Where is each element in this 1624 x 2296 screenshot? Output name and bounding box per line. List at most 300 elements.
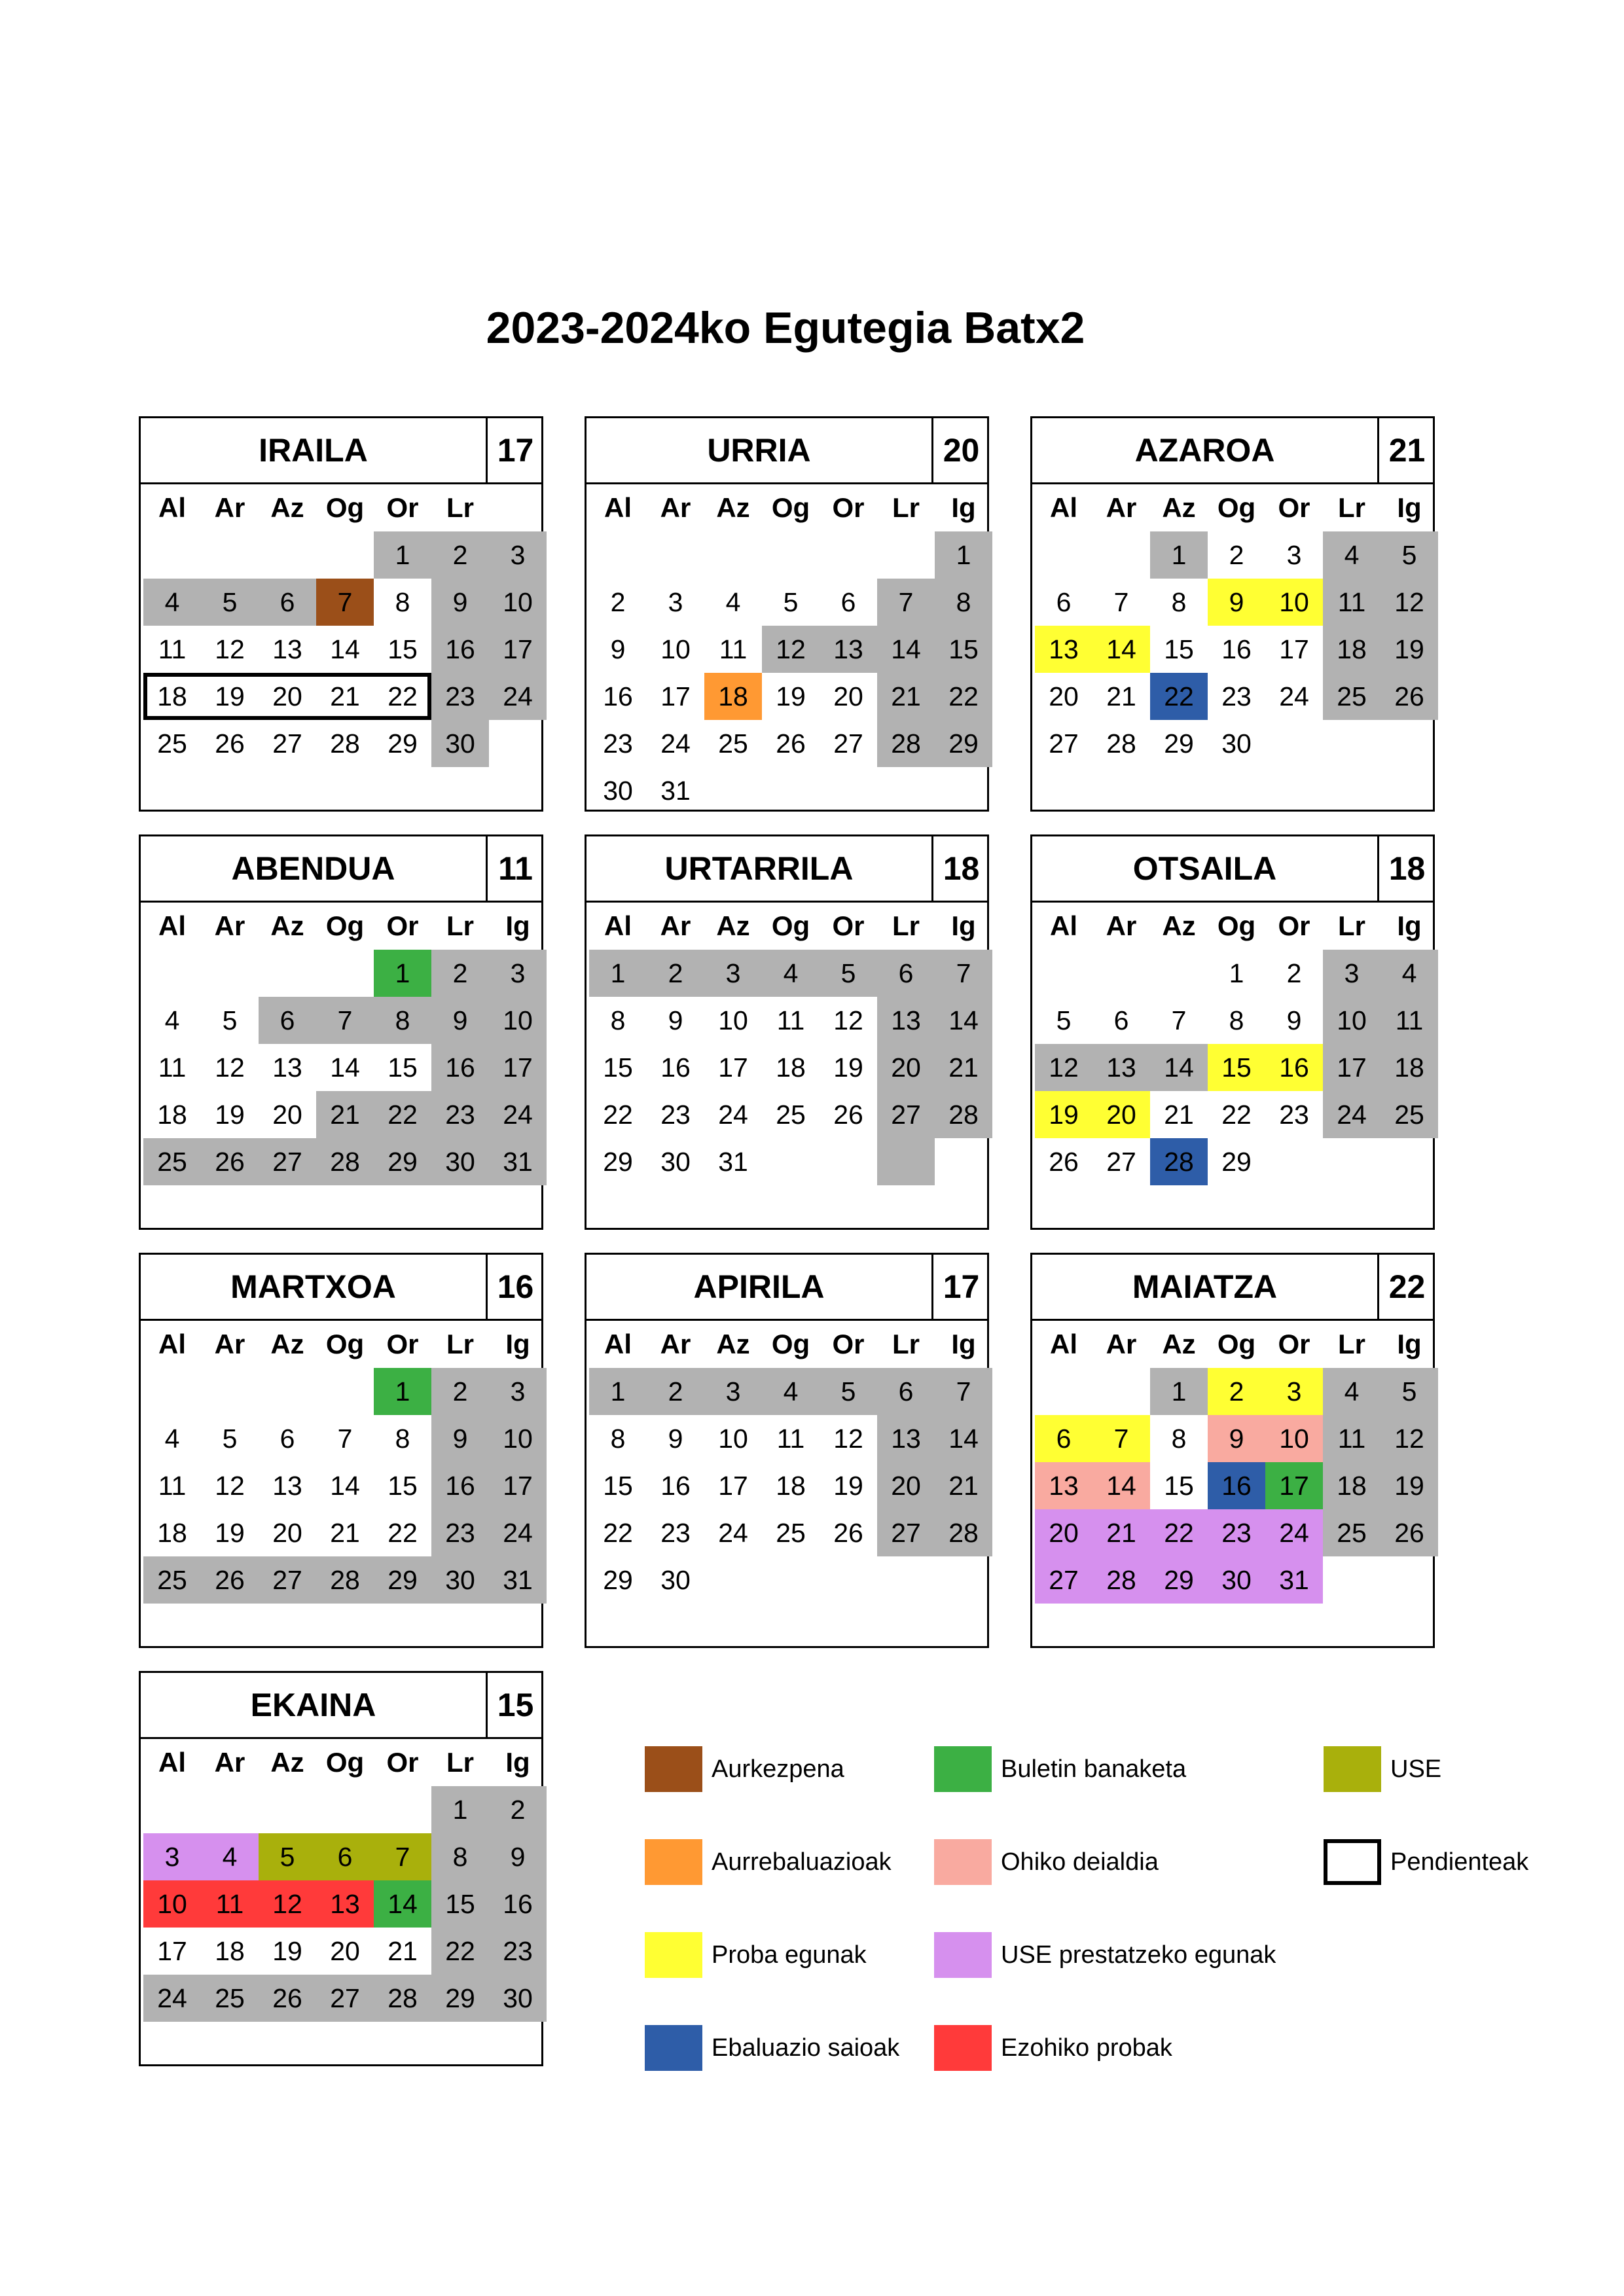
weekday-label: Og	[1217, 910, 1256, 941]
day-cell: 20	[272, 681, 302, 711]
day-cell: 15	[1208, 1044, 1265, 1091]
weekday-label: Og	[325, 1747, 365, 1778]
day-cell: 14	[1092, 626, 1150, 673]
month-header	[1032, 1255, 1433, 1321]
day-cell: 26	[1380, 673, 1438, 720]
day-cell: 6	[259, 579, 316, 626]
day-cell: 22	[603, 1518, 633, 1548]
weekday-label: Ar	[1106, 910, 1137, 941]
legend-label-aurrebaluazioak: Aurrebaluazioak	[712, 1848, 892, 1876]
pending-outline	[143, 673, 431, 720]
day-cell: 27	[316, 1975, 374, 2022]
day-cell: 27	[1106, 1147, 1136, 1177]
month-iraila	[139, 416, 543, 812]
day-cell: 4	[164, 1424, 180, 1454]
day-cell: 19	[215, 1100, 245, 1130]
day-cell	[762, 531, 820, 579]
day-cell: 22	[374, 1091, 431, 1138]
day-cell	[316, 531, 374, 579]
day-cell: 11	[1380, 997, 1438, 1044]
day-cell: 9	[1286, 1005, 1302, 1035]
day-cell: 17	[489, 1044, 547, 1091]
weekday-label: Ig	[505, 910, 530, 941]
day-cell	[589, 531, 647, 579]
day-cell: 9	[431, 997, 489, 1044]
day-cell: 17	[1265, 1462, 1323, 1509]
day-cell	[1323, 1138, 1380, 1185]
day-cell: 13	[877, 1415, 935, 1462]
day-cell	[935, 767, 992, 814]
weekday-label: Lr	[1338, 1329, 1365, 1359]
day-cell: 5	[820, 950, 877, 997]
day-cell: 16	[1265, 1044, 1323, 1091]
weekday-label: Or	[1278, 492, 1310, 523]
day-cell: 31	[489, 1556, 547, 1604]
day-cell: 8	[431, 1833, 489, 1880]
day-cell: 29	[1150, 1556, 1208, 1604]
day-cell	[489, 720, 547, 767]
day-cell: 6	[316, 1833, 374, 1880]
day-cell: 26	[1049, 1147, 1079, 1177]
weekday-label: Og	[771, 910, 810, 941]
day-cell: 19	[272, 1936, 302, 1966]
month-name: MAIATZA	[1132, 1268, 1278, 1305]
day-cell: 7	[337, 1424, 353, 1454]
weekday-label: Or	[386, 1747, 419, 1778]
day-cell: 9	[431, 579, 489, 626]
weekday-label: Az	[716, 492, 750, 523]
month-name: URTARRILA	[664, 850, 854, 887]
legend-label-aurkezpena: Aurkezpena	[712, 1755, 844, 1783]
day-cell: 2	[610, 587, 626, 617]
legend-label-ohiko: Ohiko deialdia	[1001, 1848, 1159, 1876]
day-cell: 24	[489, 1091, 547, 1138]
day-cell: 3	[1265, 1368, 1323, 1415]
day-cell: 29	[374, 1556, 431, 1604]
day-cell: 10	[1323, 997, 1380, 1044]
day-cell: 28	[1150, 1138, 1208, 1185]
day-cell: 26	[833, 1518, 863, 1548]
weekday-label: Or	[386, 910, 419, 941]
day-cell: 13	[272, 1052, 302, 1083]
weekday-label: Ar	[660, 910, 691, 941]
month-name: APIRILA	[693, 1268, 825, 1305]
day-cell: 25	[1323, 673, 1380, 720]
month-urtarrila	[585, 834, 989, 1230]
legend-swatch-use	[1324, 1746, 1381, 1792]
legend-swatch-ohiko	[934, 1839, 992, 1885]
day-cell: 20	[1092, 1091, 1150, 1138]
day-cell: 17	[718, 1471, 748, 1501]
month-header	[586, 418, 987, 484]
day-cell: 4	[762, 950, 820, 997]
day-cell: 20	[877, 1044, 935, 1091]
day-cell: 2	[1208, 1368, 1265, 1415]
day-cell	[704, 767, 762, 814]
day-cell: 26	[215, 728, 245, 759]
page-title: 2023-2024ko Egutegia Batx2	[486, 303, 1085, 353]
day-cell: 19	[833, 1471, 863, 1501]
day-cell: 25	[1380, 1091, 1438, 1138]
day-cell: 12	[215, 634, 245, 664]
day-cell: 1	[374, 1368, 431, 1415]
day-cell: 1	[589, 950, 647, 997]
legend-swatch-ezohiko	[934, 2025, 992, 2071]
weekday-label: Or	[1278, 1329, 1310, 1359]
day-cell	[1092, 1368, 1150, 1415]
day-cell: 10	[489, 997, 547, 1044]
day-cell	[1380, 1138, 1438, 1185]
day-cell: 15	[935, 626, 992, 673]
day-cell: 6	[840, 587, 856, 617]
weekday-label: Az	[716, 910, 750, 941]
weekday-label: Ar	[214, 1747, 245, 1778]
day-cell: 19	[215, 1518, 245, 1548]
weekday-label: Al	[158, 492, 186, 523]
day-cell: 14	[877, 626, 935, 673]
day-cell: 29	[431, 1975, 489, 2022]
day-cell: 27	[259, 1138, 316, 1185]
weekday-label: Al	[158, 1747, 186, 1778]
day-cell	[1035, 531, 1092, 579]
legend-swatch-buletin	[934, 1746, 992, 1792]
day-cell: 27	[1049, 728, 1079, 759]
weekday-label: Ar	[214, 1329, 245, 1359]
day-cell: 22	[603, 1100, 633, 1130]
weekday-label: Or	[832, 492, 865, 523]
day-cell: 25	[776, 1100, 806, 1130]
weekday-label: Ig	[505, 1329, 530, 1359]
day-cell: 15	[388, 1471, 418, 1501]
day-cell: 21	[935, 1044, 992, 1091]
day-cell: 21	[935, 1462, 992, 1509]
day-cell: 23	[660, 1518, 691, 1548]
day-cell	[762, 767, 820, 814]
day-cell: 12	[215, 1052, 245, 1083]
weekday-label: Or	[832, 910, 865, 941]
weekday-label: Og	[771, 1329, 810, 1359]
legend-swatch-use_prestatzeko	[934, 1932, 992, 1978]
day-cell: 23	[431, 1091, 489, 1138]
day-cell: 8	[610, 1005, 626, 1035]
day-cell: 11	[776, 1005, 805, 1035]
day-cell: 18	[157, 1100, 187, 1130]
day-cell: 9	[668, 1005, 683, 1035]
day-cell	[820, 1138, 877, 1185]
day-cell	[1380, 720, 1438, 767]
day-cell: 16	[431, 1044, 489, 1091]
day-cell: 24	[1279, 681, 1309, 711]
day-cell: 23	[489, 1928, 547, 1975]
weekday-label: Az	[270, 1747, 304, 1778]
day-cell: 28	[316, 1138, 374, 1185]
day-cell: 30	[431, 1138, 489, 1185]
day-cell: 16	[489, 1880, 547, 1928]
weekday-label: Ig	[1397, 910, 1422, 941]
weekday-label: Or	[832, 1329, 865, 1359]
day-cell: 12	[1380, 1415, 1438, 1462]
day-cell: 6	[1113, 1005, 1129, 1035]
day-cell: 30	[1221, 728, 1252, 759]
weekday-label: Ar	[1106, 1329, 1137, 1359]
day-cell: 2	[431, 531, 489, 579]
weekday-label: Lr	[892, 910, 920, 941]
month-day-count: 22	[1377, 1255, 1435, 1319]
day-cell: 5	[1056, 1005, 1072, 1035]
day-cell: 14	[935, 997, 992, 1044]
day-cell: 12	[833, 1424, 863, 1454]
day-cell: 19	[833, 1052, 863, 1083]
day-cell: 20	[330, 1936, 360, 1966]
day-cell: 6	[280, 1424, 295, 1454]
day-cell: 24	[660, 728, 691, 759]
day-cell: 9	[1208, 579, 1265, 626]
day-cell	[1035, 1368, 1092, 1415]
month-header	[586, 836, 987, 903]
day-cell: 8	[395, 587, 410, 617]
day-cell: 30	[660, 1147, 691, 1177]
month-name: IRAILA	[259, 432, 368, 469]
day-cell: 23	[1208, 1509, 1265, 1556]
day-cell: 26	[1380, 1509, 1438, 1556]
month-header	[141, 418, 541, 484]
day-cell: 21	[1164, 1100, 1194, 1130]
day-cell: 30	[660, 1565, 691, 1595]
day-cell: 10	[718, 1005, 748, 1035]
day-cell: 2	[1286, 958, 1302, 988]
day-cell: 16	[660, 1471, 691, 1501]
weekday-label: Og	[771, 492, 810, 523]
day-cell: 17	[718, 1052, 748, 1083]
day-cell	[820, 1556, 877, 1604]
day-cell: 4	[164, 1005, 180, 1035]
day-cell: 2	[431, 1368, 489, 1415]
day-cell	[704, 1556, 762, 1604]
legend-swatch-ebaluazio	[645, 2025, 702, 2071]
day-cell: 23	[603, 728, 633, 759]
month-day-count: 15	[486, 1673, 543, 1737]
day-cell: 5	[1380, 531, 1438, 579]
day-cell: 17	[157, 1936, 187, 1966]
day-cell: 11	[158, 634, 187, 664]
month-ekaina	[139, 1671, 543, 2066]
month-day-count: 18	[1377, 836, 1435, 901]
weekday-label: Al	[1050, 910, 1077, 941]
month-martxoa	[139, 1253, 543, 1648]
month-day-count: 17	[486, 418, 543, 482]
day-cell	[1265, 1138, 1323, 1185]
day-cell: 3	[1323, 950, 1380, 997]
day-cell: 15	[1164, 634, 1194, 664]
day-cell: 13	[1092, 1044, 1150, 1091]
day-cell: 24	[143, 1975, 201, 2022]
month-day-count: 18	[931, 836, 989, 901]
day-cell: 27	[877, 1091, 935, 1138]
day-cell: 1	[1150, 1368, 1208, 1415]
day-cell: 30	[431, 1556, 489, 1604]
day-cell: 12	[833, 1005, 863, 1035]
day-cell	[201, 1786, 259, 1833]
day-cell: 16	[660, 1052, 691, 1083]
day-cell: 10	[1265, 579, 1323, 626]
day-cell: 5	[222, 1005, 238, 1035]
day-cell: 3	[489, 950, 547, 997]
day-cell: 12	[1380, 579, 1438, 626]
legend-label-ezohiko: Ezohiko probak	[1001, 2034, 1172, 2062]
day-cell: 6	[1056, 587, 1072, 617]
day-cell: 8	[1171, 587, 1187, 617]
day-cell	[1150, 950, 1208, 997]
weekday-label: Az	[270, 910, 304, 941]
day-cell	[316, 1786, 374, 1833]
day-cell: 2	[489, 1786, 547, 1833]
month-name: MARTXOA	[230, 1268, 396, 1305]
day-cell	[374, 1786, 431, 1833]
day-cell: 29	[935, 720, 992, 767]
month-name: EKAINA	[250, 1687, 376, 1723]
day-cell: 25	[143, 1138, 201, 1185]
day-cell: 30	[489, 1975, 547, 2022]
weekday-label: Og	[1217, 492, 1256, 523]
weekday-label: Ig	[505, 1747, 530, 1778]
weekday-label: Az	[270, 492, 304, 523]
day-cell: 28	[877, 720, 935, 767]
day-cell: 3	[704, 1368, 762, 1415]
day-cell: 14	[935, 1415, 992, 1462]
day-cell: 16	[431, 1462, 489, 1509]
day-cell	[316, 1368, 374, 1415]
day-cell	[1092, 531, 1150, 579]
day-cell: 21	[1092, 1509, 1150, 1556]
month-header	[1032, 836, 1433, 903]
weekday-label: Ar	[660, 492, 691, 523]
day-cell: 1	[374, 531, 431, 579]
weekday-label: Az	[716, 1329, 750, 1359]
weekday-label: Ar	[214, 910, 245, 941]
day-cell: 28	[1106, 728, 1136, 759]
day-cell: 21	[1106, 681, 1136, 711]
day-cell: 30	[603, 776, 633, 806]
day-cell: 22	[935, 673, 992, 720]
day-cell: 28	[374, 1975, 431, 2022]
day-cell	[762, 1556, 820, 1604]
day-cell: 7	[316, 579, 374, 626]
day-cell: 6	[1035, 1415, 1092, 1462]
day-cell	[201, 1368, 259, 1415]
day-cell	[704, 531, 762, 579]
day-cell: 7	[1092, 1415, 1150, 1462]
month-day-count: 11	[486, 836, 543, 901]
weekday-label: Al	[604, 492, 632, 523]
day-cell: 11	[201, 1880, 259, 1928]
day-cell	[143, 531, 201, 579]
month-name: OTSAILA	[1132, 850, 1277, 887]
day-cell: 11	[158, 1052, 187, 1083]
day-cell: 26	[201, 1556, 259, 1604]
day-cell: 4	[762, 1368, 820, 1415]
day-cell: 24	[489, 673, 547, 720]
day-cell: 7	[935, 1368, 992, 1415]
day-cell: 18	[157, 681, 187, 711]
day-cell: 25	[1323, 1509, 1380, 1556]
weekday-label: Al	[604, 910, 632, 941]
day-cell: 4	[1380, 950, 1438, 997]
day-cell: 22	[388, 681, 418, 711]
day-cell: 6	[877, 1368, 935, 1415]
month-day-count: 20	[931, 418, 989, 482]
day-cell: 14	[1150, 1044, 1208, 1091]
weekday-label: Ar	[660, 1329, 691, 1359]
day-cell: 29	[603, 1565, 633, 1595]
day-cell: 28	[935, 1091, 992, 1138]
day-cell: 18	[776, 1052, 806, 1083]
day-cell: 15	[431, 1880, 489, 1928]
day-cell: 7	[374, 1833, 431, 1880]
month-name: ABENDUA	[231, 850, 395, 887]
day-cell: 9	[1208, 1415, 1265, 1462]
day-cell: 12	[215, 1471, 245, 1501]
weekday-label	[489, 484, 547, 531]
day-cell: 12	[1035, 1044, 1092, 1091]
day-cell: 14	[330, 1052, 360, 1083]
day-cell: 18	[1323, 1462, 1380, 1509]
day-cell: 1	[431, 1786, 489, 1833]
day-cell	[259, 950, 316, 997]
day-cell: 3	[668, 587, 683, 617]
day-cell: 2	[1229, 540, 1244, 570]
day-cell: 18	[704, 673, 762, 720]
day-cell: 13	[1035, 1462, 1092, 1509]
day-cell: 21	[877, 673, 935, 720]
day-cell: 13	[820, 626, 877, 673]
legend-swatch-pendienteak	[1324, 1839, 1381, 1885]
day-cell: 21	[388, 1936, 418, 1966]
day-cell	[877, 1556, 935, 1604]
month-maiatza	[1030, 1253, 1435, 1648]
legend-swatch-aurrebaluazioak	[645, 1839, 702, 1885]
day-cell: 9	[489, 1833, 547, 1880]
day-cell	[316, 950, 374, 997]
legend-label-proba: Proba egunak	[712, 1941, 867, 1969]
day-cell: 27	[833, 728, 863, 759]
day-cell: 9	[431, 1415, 489, 1462]
day-cell: 31	[1265, 1556, 1323, 1604]
day-cell: 17	[489, 626, 547, 673]
day-cell: 5	[820, 1368, 877, 1415]
day-cell: 4	[1323, 1368, 1380, 1415]
weekday-label: Or	[386, 492, 419, 523]
day-cell: 16	[1221, 634, 1252, 664]
weekday-label: Ar	[214, 492, 245, 523]
day-cell: 29	[603, 1147, 633, 1177]
weekday-label: Lr	[446, 1747, 474, 1778]
weekday-label: Or	[386, 1329, 419, 1359]
day-cell: 25	[157, 728, 187, 759]
legend-label-pendienteak: Pendienteak	[1390, 1848, 1529, 1876]
day-cell	[935, 1556, 992, 1604]
weekday-label: Og	[1217, 1329, 1256, 1359]
day-cell: 22	[388, 1518, 418, 1548]
day-cell: 24	[489, 1509, 547, 1556]
day-cell: 10	[489, 579, 547, 626]
day-cell: 5	[1380, 1368, 1438, 1415]
day-cell: 21	[316, 1091, 374, 1138]
weekday-label: Al	[1050, 1329, 1077, 1359]
month-header	[586, 1255, 987, 1321]
day-cell: 7	[935, 950, 992, 997]
day-cell: 1	[1150, 531, 1208, 579]
weekday-label: Ig	[1397, 492, 1422, 523]
